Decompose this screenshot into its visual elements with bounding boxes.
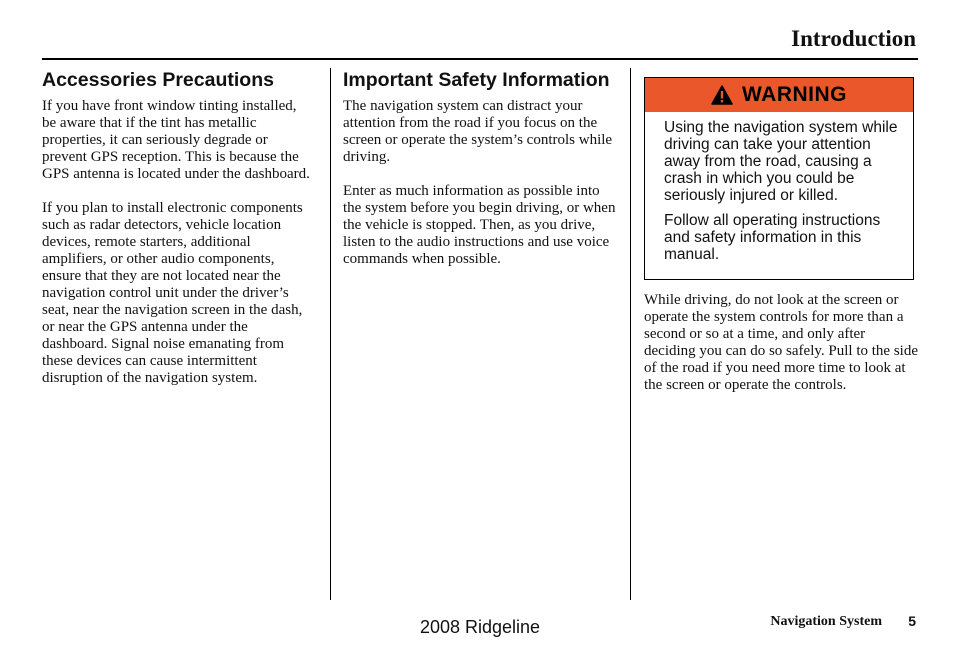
header-divider <box>42 58 918 60</box>
warning-header <box>645 78 913 112</box>
driving-advice-paragraph: While driving, do not look at the screen or operate the system controls for more than a second or so at a time, and only after deciding you can do so safely. Pull to the side of the road if you need more time to look at the screen or operate the controls. <box>644 292 918 393</box>
tinting-paragraph: If you have front window tinting installed, be aware that if the tint has metallic properties, it can seriously degrade or prevent GPS reception. This is because the GPS antenna is located under the dashboard. <box>42 98 310 182</box>
electronic-components-paragraph: If you plan to install electronic components such as radar detectors, vehicle location devices, remote starters, additional amplifiers, or other audio components, ensure that they are not located near the navigation control unit under the driver’s seat, near the navigation screen in the dash, or near the GPS antenna under the dashboard. Signal noise emanating from these devices can cause intermittent disruption of the navigation system. <box>42 200 303 386</box>
warning-body <box>645 112 913 263</box>
warning-box <box>644 77 914 280</box>
column-divider-left <box>330 68 331 600</box>
warning-instructions-text: Follow all operating instructions and safety information in this manual. <box>664 212 881 263</box>
accessories-precautions-section <box>42 68 314 404</box>
footer-title: Navigation System <box>770 614 882 629</box>
column-divider-right <box>630 68 631 600</box>
driving-advice-section <box>644 292 918 411</box>
warning-triangle-icon <box>711 85 733 105</box>
page-header-title: Introduction <box>791 26 916 51</box>
warning-crash-text: Using the navigation system while driving can take your attention away from the road, causing a crash in which you could be seriously injured or killed. <box>664 119 898 204</box>
safety-information-heading: Important Safety Information <box>343 69 610 91</box>
safety-information-section <box>343 68 618 285</box>
distraction-paragraph: The navigation system can distract your attention from the road if you focus on the screen or operate the system’s controls while driving. <box>343 98 613 165</box>
page-number: 5 <box>908 613 916 629</box>
warning-label: WARNING <box>742 83 847 106</box>
watermark-text: 2008 Ridgeline <box>419 617 541 637</box>
accessories-precautions-heading: Accessories Precautions <box>42 69 274 91</box>
enter-information-paragraph: Enter as much information as possible into the system before you begin driving, or when the vehicle is stopped. Then, as you drive, listen to the audio instructions and use voice commands when possible. <box>343 183 616 267</box>
